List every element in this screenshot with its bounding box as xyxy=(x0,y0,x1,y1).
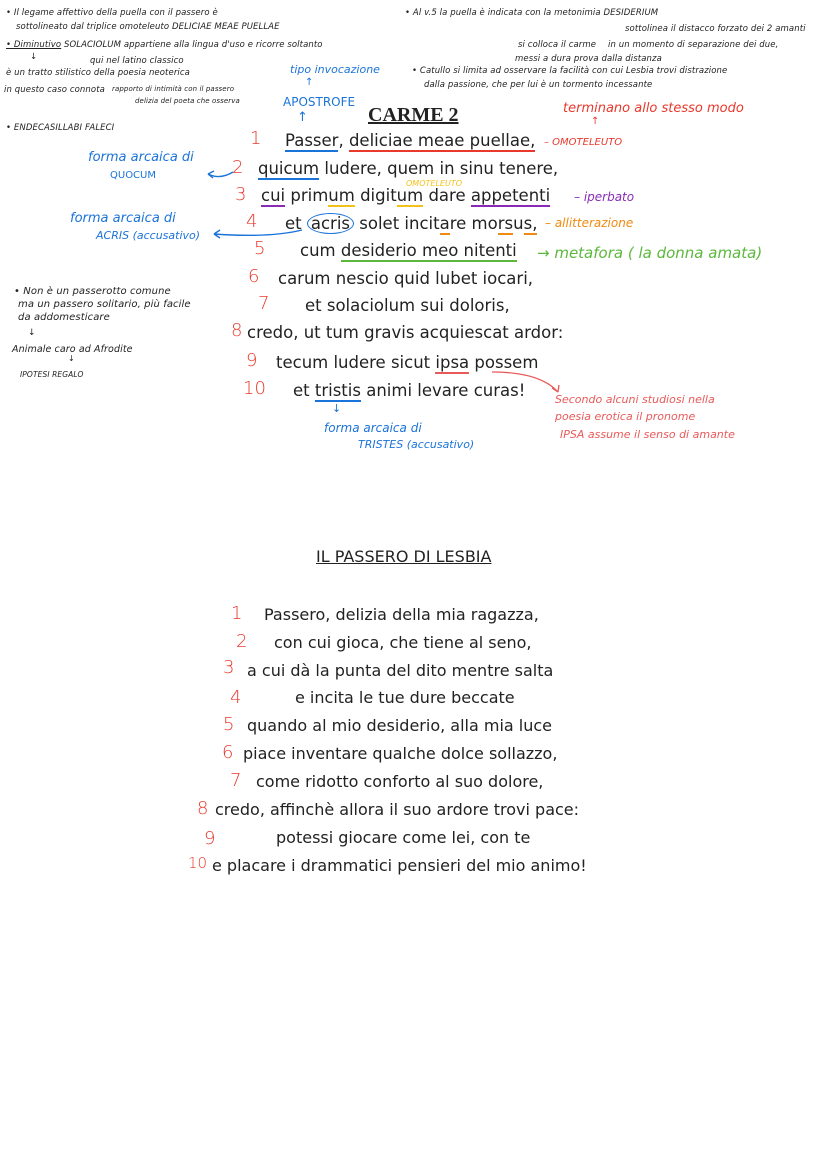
verse-number: 10 xyxy=(188,854,208,872)
annotation-apostrofe: APOSTROFE xyxy=(283,95,356,109)
verse-4 xyxy=(285,214,537,233)
verse-number: 10 xyxy=(243,378,266,399)
verse-number: 4 xyxy=(230,687,242,708)
verse-number: 1 xyxy=(231,603,243,624)
translation-verse-5: quando al mio desiderio, alla mia luce xyxy=(247,716,553,735)
verse-10 xyxy=(293,381,525,400)
carme-title: CARME 2 xyxy=(368,104,459,126)
letter-s: s xyxy=(504,214,514,233)
annotation-omoteleuto: – OMOTELEUTO xyxy=(544,137,623,148)
word-cui: cui xyxy=(261,186,286,205)
word-appetenti: appetenti xyxy=(470,186,551,205)
note-metonimia: • Al v.5 la puella è indicata con la metonimia DESIDERIUM xyxy=(405,8,659,18)
verse-text: et solaciolum sui doloris, xyxy=(305,296,510,315)
verse-text: cum xyxy=(300,241,341,260)
word-ipsa: ipsa xyxy=(435,353,470,372)
annotation-tipo-invocazione: tipo invocazione xyxy=(290,63,380,76)
note-endecasillabi: • ENDECASILLABI FALECI xyxy=(6,123,115,133)
verse-number: 9 xyxy=(246,350,258,371)
note-catullo-2: dalla passione, che per lui è un tormento incessante xyxy=(424,80,653,90)
verse-6 xyxy=(278,269,533,288)
annotation-terminano: terminano allo stesso modo xyxy=(563,101,744,116)
translation-verse-8: credo, affinchè allora il suo ardore trovi pace: xyxy=(215,800,580,819)
note-passero-1: • Non è un passerotto comune xyxy=(14,286,171,297)
verse-number: 7 xyxy=(258,293,270,314)
diminutivo-text: SOLACIOLUM appartiene alla lingua d'uso e ricorre soltanto xyxy=(61,40,323,50)
verse-text: et xyxy=(285,214,307,233)
phrase-deliciae: deliciae meae puellae, xyxy=(348,131,536,150)
annotation-allitterazione: – allitterazione xyxy=(545,216,634,230)
translation-verse-4: e incita le tue dure beccate xyxy=(295,688,515,707)
arrow-down-icon: ↓ xyxy=(68,354,75,363)
arrow-up-icon: ↑ xyxy=(297,110,308,125)
note-catullo-1: • Catullo si limita ad osservare la facilità con cui Lesbia trovi distrazione xyxy=(412,66,728,76)
letter-a: a xyxy=(439,214,450,233)
verse-8 xyxy=(247,323,563,342)
verse-2 xyxy=(258,159,558,178)
annotation-quocum-1: forma arcaica di xyxy=(88,150,194,165)
letter-s: s, xyxy=(523,214,538,233)
annotation-tristes-1: forma arcaica di xyxy=(324,421,422,435)
note-delizia: delizia del poeta che osserva xyxy=(135,97,240,105)
translation-verse-2: con cui gioca, che tiene al seno, xyxy=(274,633,532,652)
note-distanza: messi a dura prova dalla distanza xyxy=(515,54,662,64)
verse-text: , xyxy=(338,131,349,150)
verse-number: 6 xyxy=(222,742,234,763)
note-distacco: sottolinea il distacco forzato dei 2 amanti xyxy=(625,24,806,34)
note-latino: qui nel latino classico xyxy=(90,56,184,66)
arrow-down-icon: ↓ xyxy=(332,402,342,415)
verse-text: dare xyxy=(423,186,471,205)
arrow-down-icon: ↓ xyxy=(30,52,38,62)
translation-verse-9: potessi giocare come lei, con te xyxy=(276,828,531,847)
verse-text: solet incit xyxy=(354,214,440,233)
verse-3 xyxy=(261,186,550,205)
translation-verse-10: e placare i drammatici pensieri del mio animo! xyxy=(212,856,587,875)
annotation-acris-2: ACRIS (accusativo) xyxy=(96,229,201,242)
annotation-ipsa-3: IPSA assume il senso di amante xyxy=(560,428,735,441)
annotation-omoteleuto-2: OMOTELEUTO xyxy=(406,179,462,188)
verse-text: carum nescio quid lubet iocari, xyxy=(278,269,534,288)
annotation-quocum-2: QUOCUM xyxy=(110,170,156,181)
verse-1 xyxy=(285,131,535,150)
verse-text: u xyxy=(513,214,524,233)
verse-text: animi levare curas! xyxy=(360,381,526,400)
arrow-down-icon: ↓ xyxy=(28,328,36,338)
annotation-acris-1: forma arcaica di xyxy=(70,211,176,226)
verse-number: 5 xyxy=(223,714,235,735)
note-connota: in questo caso connota xyxy=(4,85,105,95)
note-passero-3: da addomesticare xyxy=(18,312,110,323)
note-legame-1: • Il legame affettivo della puella con il passero è xyxy=(6,8,218,18)
word-quicum: quicum xyxy=(258,159,320,178)
arrow-up-icon: ↑ xyxy=(591,116,600,127)
translation-verse-7: come ridotto conforto al suo dolore, xyxy=(256,772,544,791)
verse-number: 8 xyxy=(231,320,243,341)
verse-number: 9 xyxy=(204,828,216,849)
annotation-ipsa-1: Secondo alcuni studiosi nella xyxy=(555,393,715,406)
note-colloca: si colloca il carme xyxy=(518,40,597,50)
translation-verse-1: Passero, delizia della mia ragazza, xyxy=(264,605,539,624)
note-diminutivo xyxy=(6,40,323,50)
translation-verse-6: piace inventare qualche dolce sollazzo, xyxy=(243,744,558,763)
ending-um: um xyxy=(396,186,424,205)
verse-number: 2 xyxy=(236,631,248,652)
note-intimita: rapporto di intimità con il passero xyxy=(112,85,235,93)
verse-text: re mo xyxy=(449,214,498,233)
translation-title: IL PASSERO DI LESBIA xyxy=(316,547,492,566)
verse-text: prim xyxy=(285,186,329,205)
letter-r: r xyxy=(497,214,505,233)
note-afrodite: Animale caro ad Afrodite xyxy=(12,344,133,355)
annotation-metafora: → metafora ( la donna amata) xyxy=(537,244,763,262)
note-passero-2: ma un passero solitario, più facile xyxy=(18,299,191,310)
verse-text: ludere, quem in sinu tenere, xyxy=(319,159,559,178)
annotation-iperbato: – iperbato xyxy=(574,190,635,204)
verse-text: digit xyxy=(354,186,397,205)
verse-number: 2 xyxy=(232,157,244,178)
verse-number: 3 xyxy=(223,657,235,678)
annotation-tristes-2: TRISTES (accusativo) xyxy=(358,438,475,451)
verse-text: credo, ut tum gravis acquiescat ardor: xyxy=(247,323,564,342)
verse-number: 6 xyxy=(248,266,260,287)
note-separazione: in un momento di separazione dei due, xyxy=(608,40,779,50)
phrase-desiderio: desiderio meo nitenti xyxy=(340,241,517,260)
note-legame-2: sottolineato dal triplice omoteleuto DELICIAE MEAE PUELLAE xyxy=(16,22,280,32)
annotation-ipsa-2: poesia erotica il pronome xyxy=(555,410,696,423)
verse-number: 5 xyxy=(254,238,266,259)
verse-text: et xyxy=(293,381,315,400)
verse-5 xyxy=(300,241,517,260)
verse-number: 8 xyxy=(197,798,209,819)
verse-number: 4 xyxy=(246,211,258,232)
verse-number: 7 xyxy=(230,770,242,791)
diminutivo-label: • Diminutivo xyxy=(6,40,62,50)
verse-number: 3 xyxy=(235,184,247,205)
arrow-up-icon: ↑ xyxy=(305,77,314,88)
verse-text: possem xyxy=(469,353,539,372)
ending-um: um xyxy=(328,186,355,205)
word-acris: acris xyxy=(307,213,354,234)
note-neoterica: è un tratto stilistico della poesia neoterica xyxy=(6,68,190,78)
verse-7 xyxy=(305,296,510,315)
note-ipotesi: IPOTESI REGALO xyxy=(20,370,84,379)
arrow-left-icon xyxy=(205,168,235,182)
word-tristis: tristis xyxy=(314,381,361,400)
translation-verse-3: a cui dà la punta del dito mentre salta xyxy=(247,661,554,680)
word-passer: Passer xyxy=(285,131,339,150)
verse-text: tecum ludere sicut xyxy=(276,353,436,372)
verse-number: 1 xyxy=(250,128,262,149)
